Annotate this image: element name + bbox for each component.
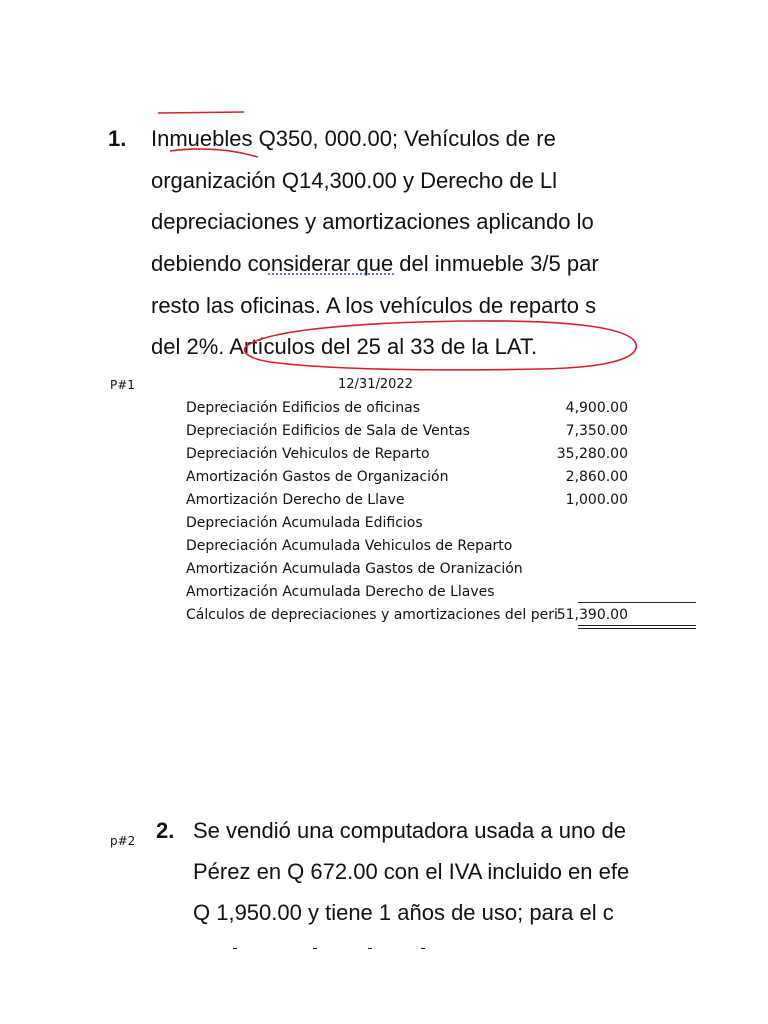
entry-row-label: Amortización Acumulada Derecho de Llaves — [186, 584, 495, 600]
entry-row-label: Amortización Gastos de Organización — [186, 469, 449, 485]
entry-row-amount: 4,900.00 — [565, 400, 628, 416]
problem-1-line-4: debiendo considerar que del inmueble 3/5 par — [151, 251, 599, 276]
problem-1-number: 1. — [108, 126, 127, 151]
problem-1-line-3: depreciaciones y amortizaciones aplicando lo — [151, 209, 594, 234]
entry-row-label: Depreciación Edificios de Sala de Ventas — [186, 423, 470, 439]
entry-row-label: Depreciación Acumulada Vehiculos de Reparto — [186, 538, 513, 554]
problem-1-line-2: organización Q14,300.00 y Derecho de Ll — [151, 168, 558, 193]
problem-2-line-1: Se vendió una computadora usada a uno de — [193, 818, 626, 843]
total-double-rule-2 — [578, 628, 696, 629]
entry-row-label: Amortización Derecho de Llave — [186, 492, 405, 508]
entry-total-label: Cálculos de depreciaciones y amortizaciones del peri — [186, 607, 558, 623]
entry-row-label: Depreciación Vehiculos de Reparto — [186, 446, 430, 462]
problem-2-ref: p#2 — [110, 834, 136, 848]
entry-row-amount: 2,860.00 — [565, 469, 628, 485]
total-rule-top — [578, 602, 696, 603]
problem-2-number: 2. — [156, 818, 175, 843]
entry-row-label: Depreciación Edificios de oficinas — [186, 400, 420, 416]
problem-2-line-3: Q 1,950.00 y tiene 1 años de uso; para el c — [193, 900, 614, 925]
entry-total-amount: 51,390.00 — [556, 607, 628, 623]
entry-row-label: Depreciación Acumulada Edificios — [186, 515, 423, 531]
entry-row-amount: 35,280.00 — [556, 446, 628, 462]
total-double-rule-1 — [578, 625, 696, 626]
problem-2-line-4-cropped — [193, 941, 693, 949]
problem-1-line-1: Inmuebles Q350, 000.00; Vehículos de re — [151, 126, 556, 151]
cropped-glyph-marks — [193, 946, 693, 949]
entry-row-label: Amortización Acumulada Gastos de Oranización — [186, 561, 523, 577]
problem-2-line-2: Pérez en Q 672.00 con el IVA incluido en efe — [193, 859, 630, 884]
problem-1-line-5: resto las oficinas. A los vehículos de reparto s — [151, 293, 597, 318]
entry-row-amount: 1,000.00 — [565, 492, 628, 508]
problem-1-line-6: del 2%. Artículos del 25 al 33 de la LAT. — [151, 334, 538, 359]
entry-ref: P#1 — [110, 378, 135, 392]
entry-row-amount: 7,350.00 — [565, 423, 628, 439]
entry-date: 12/31/2022 — [338, 377, 413, 392]
